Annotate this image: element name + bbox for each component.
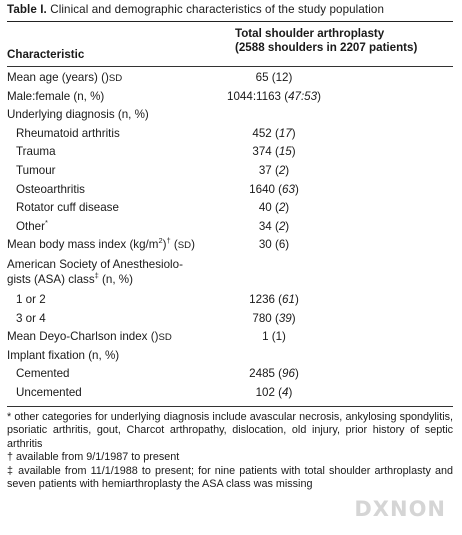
row-value: 1 (1) — [262, 330, 286, 344]
footnote: ‡ available from 11/1/1988 to present; for nine patients with total shoulder arthroplasty and seven patients with hemiarthroplasty the ASA class was missing — [7, 464, 453, 491]
row-value: 1236 (61) — [249, 292, 299, 306]
row-label: Osteoarthritis — [16, 182, 85, 196]
row-label: 1 or 2 — [16, 292, 46, 306]
row-label: Rotator cuff disease — [16, 201, 119, 215]
row-label: Underlying diagnosis (n, %) — [7, 108, 149, 122]
row-label: Male:female (n, %) — [7, 89, 105, 103]
row-value: 374 (15) — [252, 145, 296, 159]
header-column-line2: (2588 shoulders in 2207 patients) — [235, 41, 418, 54]
table-row — [7, 328, 453, 347]
row-value: 30 (6) — [258, 238, 290, 252]
row-value: 37 (2) — [258, 163, 290, 177]
row-value: 65 (12) — [255, 71, 293, 84]
row-label: Other* — [16, 217, 48, 233]
row-label: Uncemented — [16, 385, 82, 399]
header-column-line1: Total shoulder arthroplasty — [235, 27, 385, 40]
table-caption-text: Clinical and demographic characteristics of the study population — [50, 3, 385, 16]
header-column — [235, 27, 447, 55]
table-footnotes — [7, 407, 453, 493]
table-row — [7, 236, 453, 255]
table-row — [7, 365, 453, 384]
row-label: American Society of Anesthesiolo- gists (ASA) class‡ (n, %) — [7, 257, 183, 287]
row-value: 452 (17) — [252, 126, 296, 140]
watermark: DXNON — [354, 497, 446, 521]
row-label: Trauma — [16, 145, 56, 159]
table-row — [7, 143, 453, 162]
table-row — [7, 218, 453, 237]
row-label: Cemented — [16, 367, 70, 381]
table-row — [7, 347, 453, 366]
table-row — [7, 310, 453, 329]
table-row — [7, 88, 453, 107]
table-page — [7, 0, 453, 492]
row-value: 780 (39) — [252, 311, 296, 325]
table-number: Table I. — [7, 3, 47, 16]
table-header — [7, 22, 453, 66]
table-row — [7, 106, 453, 125]
row-label: Tumour — [16, 163, 56, 177]
row-value: 2485 (96) — [249, 367, 299, 381]
row-label: Implant fixation (n, %) — [7, 348, 120, 362]
table-row — [7, 291, 453, 310]
row-label: Rheumatoid arthritis — [16, 126, 120, 140]
row-label: Mean body mass index $(kg/m^2)^\dagger$ (SD) — [7, 236, 195, 252]
row-value: 1640 (63) — [249, 182, 299, 196]
table-row — [7, 181, 453, 200]
footnote: * other categories for underlying diagnosis include avascular necrosis, ankylosing spondylitis, psoriatic arthritis, gout, Charcot arthropathy, dislocation, old injury, prior history of septic arthritis — [7, 410, 453, 450]
row-label: 3 or 4 — [16, 311, 46, 325]
row-value: 40 (2) — [258, 201, 290, 215]
table-caption — [7, 0, 453, 17]
row-value: 34 (2) — [258, 219, 290, 233]
table-row — [7, 162, 453, 181]
table-row — [7, 384, 453, 403]
row-value: 1044:1163 (47:53) — [227, 89, 321, 103]
row-label: Mean age (years) ()SD — [7, 71, 123, 84]
header-characteristic: Characteristic — [7, 48, 85, 61]
row-value: 102 (4) — [255, 385, 293, 399]
table-row — [7, 255, 453, 291]
table-body — [7, 67, 453, 403]
row-label: Mean Deyo-Charlson index ()SD — [7, 330, 172, 344]
footnote: † available from 9/1/1987 to present — [7, 451, 180, 464]
table-row — [7, 69, 453, 88]
table-row — [7, 125, 453, 144]
table-row — [7, 199, 453, 218]
